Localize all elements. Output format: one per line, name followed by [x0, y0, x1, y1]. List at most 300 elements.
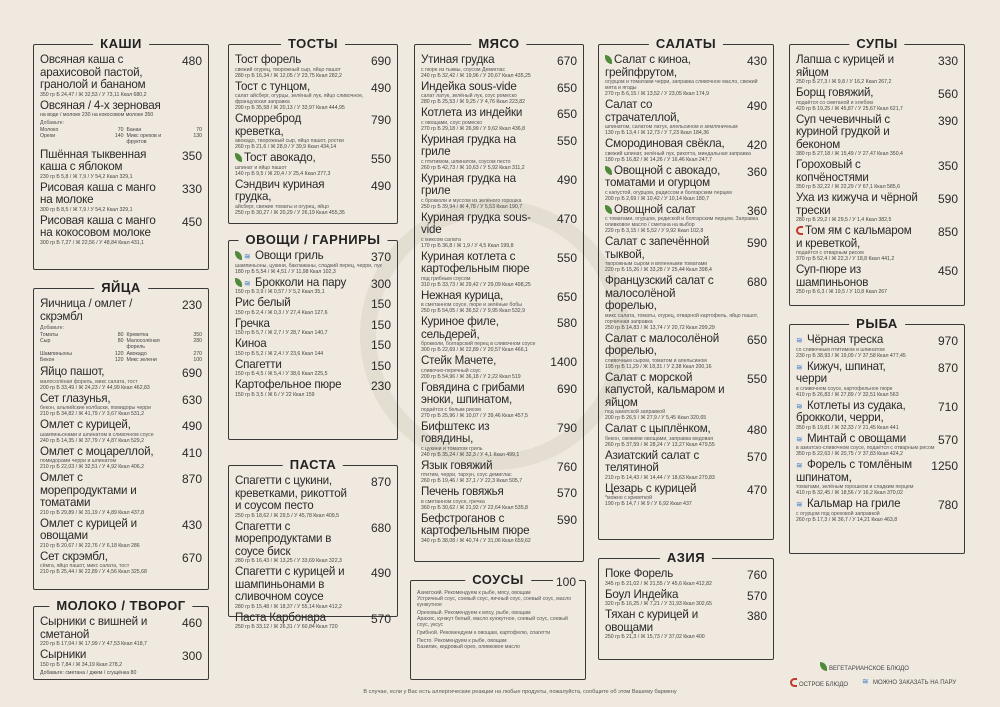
- item-nutrition: 280 гр Б 15,48 / Ж 18,37 / У 55,14 Ккал 412,2: [235, 603, 342, 610]
- item-nutrition: 130 гр Б 13,4 / Ж 12,73 / У 7,23 Ккал 184,36: [605, 130, 710, 136]
- menu-item: [421, 421, 577, 458]
- item-name: Спагетти: [235, 357, 282, 371]
- item-price: 470: [746, 482, 767, 497]
- item-price: 360: [746, 164, 767, 179]
- item-price: 690: [370, 54, 391, 68]
- menu-item: [40, 419, 202, 444]
- item-list: [235, 250, 391, 400]
- item-description: в сметанном соусе, гречка: [421, 498, 485, 505]
- item-nutrition: 350 гр Б 24,47 / Ж 32,53 / У 73,11 Ккал 680,2: [40, 91, 147, 98]
- menu-item: [796, 225, 958, 262]
- addons-title: Добавьте:: [40, 325, 64, 331]
- item-price: 490: [181, 419, 202, 434]
- item-name: ≋ Овощи гриль: [235, 250, 391, 263]
- item-price: 970: [937, 334, 958, 348]
- item-name: Картофельное пюре: [235, 378, 342, 391]
- item-name: Суп чечевичный с куриной грудкой и беконом: [796, 112, 890, 151]
- item-name: Рисовая каша с манго на молоке: [40, 180, 156, 207]
- steam-icon: ≋: [244, 252, 251, 261]
- item-nutrition: 410 гр Б 26,83 / Ж 27,89 / У 32,51 Ккал 563: [796, 391, 899, 398]
- leaf-icon: [605, 55, 612, 64]
- item-nutrition: 210 гр Б 29,89 / Ж 31,19 / У 4,89 Ккал 437,8: [40, 509, 145, 516]
- item-nutrition: 210 гр Б 22,03 / Ж 32,51 / У 4,92 Ккал 406,2: [40, 464, 145, 471]
- menu-item: [796, 400, 958, 431]
- item-nutrition: 150 гр Б 3,9 / Ж 0,57 / У 5,2 Ккал 35,1: [235, 289, 325, 295]
- item-price: 570: [556, 486, 577, 500]
- item-name: Тост форель: [235, 53, 302, 66]
- menu-item: [235, 277, 391, 296]
- sauce-name: Грибной. Рекомендуем к овощам, картофелю, спагетти: [417, 630, 551, 636]
- section-aziya: [598, 550, 774, 660]
- menu-item: [421, 54, 577, 79]
- item-nutrition: 250 гр Б 54,05 / Ж 36,52 / У 9,95 Ккал 532,9: [421, 308, 526, 314]
- menu-item: [421, 382, 577, 419]
- section-title: ОВОЩИ / ГАРНИРЫ: [239, 232, 388, 247]
- item-nutrition: 280 гр Б 16,34 / Ж 12,05 / У 23,75 Ккал 282,2: [235, 72, 342, 79]
- sauce-name: Песто. Рекомендуем к рыбе, овощам: [417, 638, 507, 644]
- item-nutrition: 250 гр Б 18,62 / Ж 29,5 / У 45,78 Ккал 409,5: [235, 512, 340, 519]
- item-name: Куриная грудка на гриле: [421, 171, 516, 197]
- menu-item: [421, 251, 577, 288]
- menu-item: [796, 159, 958, 190]
- item-name: Суп-пюре из шампиньонов: [796, 263, 869, 289]
- item-nutrition: 190 гр Б 14,7 / Ж 9 / У 6,92 Ккал 437: [605, 501, 692, 507]
- item-name: Французский салат с малосолёной форелью,: [605, 274, 714, 312]
- item-nutrition: 370 гр Б 52,4 / Ж 22,3 / У 18,8 Ккал 441,2: [796, 256, 895, 262]
- section-salaty: [598, 36, 774, 540]
- section-title: ЯЙЦА: [94, 280, 148, 295]
- item-nutrition: 300 гр Б 22,69 / Ж 22,89 / У 20,57 Ккал 466,1: [421, 347, 528, 353]
- menu-item: [605, 568, 767, 587]
- legend-steam: ≋ МОЖНО ЗАКАЗАТЬ НА ПАРУ: [862, 677, 957, 686]
- item-price: 690: [556, 381, 577, 396]
- item-name: Тост с тунцом,: [235, 79, 310, 93]
- item-nutrition: 240 гр Б 35,24 / Ж 32,3 / У 4,1 Ккал 499,1: [421, 451, 520, 458]
- item-name: Куриная грудка на гриле: [421, 132, 516, 158]
- item-name: Салат с киноа, грейпфрутом,: [605, 53, 691, 79]
- item-name: Нежная курица,: [421, 288, 504, 302]
- menu-item: [421, 134, 577, 171]
- item-description: шампиньоны, цукини, баклажаны, сладкий перец, черри, лук: [235, 262, 382, 269]
- section-title: МЯСО: [471, 36, 526, 51]
- item-name: Сет глазунья,: [40, 391, 111, 405]
- item-list: [235, 475, 391, 632]
- item-nutrition: 140 гр Б 9,5 / Ж 20,4 / У 25,4 Ккал 277,3: [235, 170, 331, 177]
- item-nutrition: 250 гр Б 6,3 / Ж 19,5 / У 10,8 Ккал 267: [796, 289, 888, 295]
- item-nutrition: 320 гр Б 16,25 / Ж 7,21 / У 31,93 Ккал 302,65: [605, 601, 712, 607]
- item-price: 360: [746, 203, 767, 218]
- item-name: Печень говяжья: [421, 485, 504, 498]
- item-nutrition: 260 гр Б 42,73 / Ж 10,63 / У 5,92 Ккал 311,2: [421, 164, 525, 171]
- item-nutrition: 380 гр Б 27,18 / Ж 15,49 / У 27,47 Ккал 350,4: [796, 151, 903, 157]
- sauce-description: Базилик, кедровый орех, оливковое масло: [417, 644, 520, 650]
- item-list: [605, 54, 767, 509]
- item-description: под азиатской заправкой: [605, 409, 666, 415]
- menu-item: [421, 81, 577, 106]
- menu-item: [605, 333, 767, 370]
- item-price: 650: [556, 107, 577, 121]
- item-price: 590: [937, 192, 958, 206]
- section-title: СОУСЫ: [465, 572, 531, 587]
- item-description: творожным сыром и вяленными томатами: [605, 261, 708, 267]
- item-name: ≋ Брокколи на пару: [235, 277, 391, 290]
- menu-item: [605, 589, 767, 608]
- item-price: 550: [746, 371, 767, 386]
- addon-cell: 80: [117, 332, 124, 338]
- item-nutrition: 180 гр Б 5,54 / Ж 4,51 / У 11,98 Ккал 102,3: [235, 268, 336, 275]
- item-price: 150: [370, 297, 391, 311]
- item-description: огурцом и томатами черри, заправка сливочное масло, свежий мята и ягоды: [605, 79, 758, 91]
- item-price: 300: [370, 276, 391, 291]
- item-nutrition: 210 гр Б 25,44 / Ж 22,89 / У 4,56 Ккал 325,68: [40, 569, 147, 576]
- item-nutrition: 420 гр Б 19,25 / Ж 45,87 / У 25,67 Ккал 621,7: [796, 105, 903, 112]
- item-price: 490: [370, 178, 391, 193]
- item-name: Спагетти с цукини, креветками, рикоттой и соусом песто: [235, 474, 347, 512]
- section-pasta: [228, 457, 398, 630]
- item-description: в сливочном соусе, картофельное пюре: [796, 385, 893, 392]
- item-nutrition: 270 гр Б 6,15 / Ж 13,52 / У 23,05 Ккал 174,9: [605, 91, 710, 97]
- item-name: Омлет с морепродуктами и томатами: [40, 471, 137, 510]
- item-name: Спагетти с морепродуктами в соусе биск: [235, 519, 332, 558]
- sauce-item: [417, 638, 579, 650]
- item-name: Тяхан с курицей и овощами: [605, 608, 698, 634]
- item-price: 410: [181, 445, 202, 460]
- section-title: СУПЫ: [849, 36, 904, 51]
- item-price: 780: [937, 498, 958, 512]
- item-nutrition: 170 гр Б 36,8 / Ж 1,9 / У 4,5 Ккал 199,8: [421, 242, 514, 249]
- menu-item: [796, 498, 958, 523]
- addon-cell: Креветка: [126, 332, 149, 338]
- item-nutrition: 250 гр Б 27,3 / Ж 9,8 / У 16,2 Ккал 267,2: [796, 79, 892, 85]
- item-nutrition: 220 гр Б 15,26 / Ж 33,28 / У 25,44 Ккал 398,4: [605, 267, 712, 273]
- item-price: 450: [181, 214, 202, 229]
- menu-item: [235, 297, 391, 316]
- item-name: Поке Форель: [605, 567, 674, 580]
- item-list: [40, 54, 202, 248]
- item-nutrition: 270 гр Б 29,18 / Ж 26,99 / У 9,62 Ккал 436,8: [421, 125, 526, 132]
- item-name: Омлет с курицей,: [40, 418, 131, 432]
- section-myaso: [414, 36, 584, 562]
- menu-item: [40, 149, 202, 180]
- item-description: шампиньонами и шпинатом в сливочном соусе: [40, 431, 154, 438]
- item-description: с капустой, огурцом, радиссом и болгарским перцем: [605, 189, 732, 196]
- item-price: 560: [937, 87, 958, 101]
- item-name: ≋ Форель с томлёным шпинатом,: [796, 458, 912, 484]
- item-price: 670: [181, 550, 202, 565]
- item-nutrition: 200 гр Б 54,96 / Ж 36,18 / У 2,22 Ккал 519: [421, 373, 521, 380]
- item-price: 380: [746, 609, 767, 623]
- item-price: 570: [746, 449, 767, 464]
- item-price: 490: [370, 80, 391, 95]
- item-price: 680: [370, 520, 391, 535]
- item-nutrition: 300 гр Б 8,5 / Ж 7,9 / У 54,2 Ккал 329,1: [40, 206, 133, 213]
- item-description: микс салата, томаты, огурец, отварной картофель, яйцо пашот, горчичная заправка: [605, 312, 759, 325]
- menu-item: [235, 113, 391, 150]
- item-description: с огурцом под ореховой заправкой: [796, 510, 880, 517]
- item-price: 150: [370, 358, 391, 373]
- item-name: ≋ Кальмар на гриле: [796, 497, 901, 510]
- addon-cell: 140: [114, 133, 124, 140]
- item-name: Язык говяжий: [421, 458, 493, 472]
- item-description: со сливочным птитимом и шпинатом: [796, 346, 885, 353]
- item-price: 710: [937, 399, 958, 414]
- item-name: Киноа: [235, 337, 267, 350]
- item-name: Овощной с авокадо, томатами и огурцом: [605, 163, 721, 189]
- allergy-note: В случае, если у Вас есть аллергические реакции на любые продукты, пожалуйста, сообщите об этом Вашему бармену: [363, 689, 677, 695]
- menu-item: [235, 152, 391, 177]
- steam-icon: ≋: [796, 500, 803, 509]
- item-description: подаётся с белым рисом: [421, 406, 481, 413]
- menu-item: [605, 483, 767, 508]
- item-nutrition: 195 гр Б 11,29 / Ж 18,31 / У 2,38 Ккал 200,16: [605, 363, 712, 370]
- leaf-icon: [235, 278, 242, 287]
- menu-item: [235, 179, 391, 216]
- item-price: 630: [181, 392, 202, 407]
- item-nutrition: 350 гр Б 22,63 / Ж 20,75 / У 37,83 Ккал 424,2: [796, 451, 903, 457]
- item-price: 450: [937, 264, 958, 278]
- menu-item: [40, 366, 202, 391]
- menu-item: [235, 338, 391, 357]
- menu-item: [605, 165, 767, 202]
- menu-item: [796, 334, 958, 359]
- addon-cell: Бекон: [40, 356, 55, 363]
- item-name: Сэндвич куриная грудка,: [235, 177, 325, 203]
- item-description: с птитимом, шпинатом, соусом песто: [421, 158, 511, 165]
- menu-item: [421, 486, 577, 511]
- item-name: Рис белый: [235, 296, 291, 309]
- menu-item: [40, 298, 202, 323]
- item-price: 490: [370, 566, 391, 580]
- menu-item: [796, 192, 958, 223]
- addon-cell: Шампиньоны: [40, 350, 72, 357]
- item-price: 480: [181, 54, 202, 68]
- sauce-price: 100: [553, 575, 579, 589]
- leaf-icon: [605, 205, 612, 214]
- item-name: Цезарь с курицей: [605, 481, 697, 495]
- menu-item: [235, 318, 391, 337]
- item-list: [417, 590, 579, 652]
- sauce-item: [417, 610, 579, 628]
- item-name: Бифштекс из говядины,: [421, 419, 490, 445]
- item-price: 470: [556, 211, 577, 226]
- item-nutrition: 150 гр Б 5,7 / Ж 2,7 / У 28,7 Ккал 140,7: [235, 330, 328, 336]
- item-nutrition: 200 гр Б 33,49 / Ж 24,23 / У 44,99 Ккал 462,83: [40, 384, 150, 391]
- item-nutrition: 260 гр Б 17,3 / Ж 36,7 / У 14,21 Ккал 463,8: [796, 516, 898, 523]
- item-price: 550: [556, 250, 577, 265]
- addon-cell: 100: [193, 356, 202, 363]
- addon-cell: Микс зелени: [126, 356, 157, 363]
- item-price: 460: [181, 616, 202, 630]
- menu-item: [421, 290, 577, 315]
- item-description: в азиатско-сливочном соусе, подаётся с отварным рисом: [796, 445, 935, 451]
- item-price: 590: [746, 236, 767, 250]
- menu-item: [605, 609, 767, 640]
- menu-item: [796, 54, 958, 85]
- item-price: 300: [181, 649, 202, 663]
- item-nutrition: 150 гр Б 4,5 / Ж 5,4 / У 38,6 Ккал 225,5: [235, 371, 328, 377]
- menu-item: [605, 99, 767, 136]
- item-description: с брокколи и муссом из зелёного горошка: [421, 197, 522, 204]
- item-nutrition: 290 гр Б 35,58 / Ж 20,13 / У 33,97 Ккал 444,95: [235, 105, 345, 111]
- item-name: Боул Индейка: [605, 587, 679, 601]
- steam-icon: ≋: [796, 434, 803, 444]
- item-nutrition: 230 гр Б 38,93 / Ж 19,09 / У 37,58 Ккал 477,45: [796, 352, 906, 359]
- section-title: КАШИ: [93, 36, 149, 51]
- item-nutrition: на воде / молоке 230 на кокосовом молоке 350: [40, 112, 154, 118]
- item-price: 330: [181, 181, 202, 196]
- addon-cell: 130: [193, 133, 202, 140]
- sauce-name: Ореховый. Рекомендуем к мясу, рыбе, овощам: [417, 610, 531, 616]
- item-description: авокадо, творожный сыр, яйцо пашот, ростки: [235, 138, 344, 144]
- sauce-description: Арахис, кунжут белый, масло кунжутное, соевый соус, соевый соус, уксус: [417, 616, 568, 628]
- menu-item: [605, 236, 767, 273]
- item-name: Салат с цыплёнком,: [605, 422, 711, 435]
- item-nutrition: 150 гр Б 5,2 / Ж 2,4 / У 23,6 Ккал 144: [235, 350, 324, 357]
- menu-item: [605, 204, 767, 235]
- menu-item: [796, 459, 958, 496]
- item-nutrition: 150 гр Б 2,4 / Ж 0,3 / У 27,4 Ккал 127,6: [235, 309, 328, 316]
- steam-icon: ≋: [796, 401, 803, 411]
- item-list: [796, 334, 958, 525]
- sauce-name: Азиатский. Рекомендуем к рыбе, мясу, овощам: [417, 590, 531, 596]
- item-description: сливочно-перечный соус: [421, 367, 481, 374]
- item-name: Тост авокадо,: [235, 152, 391, 165]
- item-name: Омлет с курицей и овощами: [40, 516, 137, 543]
- item-price: 430: [746, 54, 767, 68]
- legend-veg: ВЕГЕТАРИАНСКОЕ БЛЮДО: [820, 662, 909, 672]
- item-nutrition: 280 гр Б 16,43 / Ж 13,25 / У 33,69 Ккал 322,3: [235, 558, 342, 564]
- section-supy: [789, 36, 965, 306]
- sauce-item: [417, 630, 579, 636]
- item-name: Яйцо пашот,: [40, 365, 105, 379]
- item-description: салат айсберг, огурцы, зелёный лук, яйцо сливочное, французская заправка: [235, 93, 364, 105]
- item-price: 570: [746, 588, 767, 603]
- item-name: Овсяная каша с арахисовой пастой, гранолой и бананом: [40, 53, 146, 91]
- item-nutrition: 280 гр Б 29,2 / Ж 29,5 / У 1,4 Ккал 382,5: [796, 217, 892, 223]
- item-description: айсберг, свежие томаты и огурец, яйцо: [235, 203, 329, 210]
- leaf-icon: [820, 662, 827, 671]
- item-name: Сморреброд креветка,: [235, 112, 302, 138]
- item-description: подаётся с отварным рисом: [796, 250, 864, 256]
- item-nutrition: 250 гр Б 33,12 / Ж 26,31 / У 60,84 Ккал 720: [235, 624, 338, 630]
- item-price: 230: [370, 379, 391, 393]
- addon-cell: 70: [117, 127, 124, 133]
- menu-item: [421, 107, 577, 132]
- item-list: [796, 54, 958, 297]
- item-price: 650: [746, 332, 767, 347]
- item-name: Спагетти с курицей и шампиньонами в сливочном соусе: [235, 565, 345, 603]
- extra-note: Добавьте: сметана / джем / сгущёнка 80: [40, 669, 137, 676]
- item-name: Индейка sous-vide: [421, 79, 517, 93]
- item-description: томатами, зелёным горошком и сладким перцем: [796, 484, 914, 490]
- menu-item: [235, 521, 391, 565]
- sauce-description: Устричный соус, соевый соус, яичный соус, соевый соус, масло кунжутное: [417, 596, 572, 608]
- item-nutrition: 250 гр Б 39,94 / Ж 4,78 / У 5,53 Ккал 190,7: [421, 203, 523, 210]
- item-list: [40, 298, 202, 577]
- item-description: малосолёная форель, микс салата, тост: [40, 378, 138, 385]
- section-title: МОЛОКО / ТВОРОГ: [49, 598, 192, 613]
- item-name: Гречка: [235, 316, 270, 330]
- menu-item: [796, 361, 958, 398]
- section-title: РЫБА: [849, 316, 905, 331]
- item-price: 650: [556, 80, 577, 95]
- item-name: Куриное филе, сельдерей,: [421, 315, 499, 341]
- addon-cell: Малосолёная форель: [126, 338, 160, 351]
- menu-item: [40, 54, 202, 98]
- item-name: Пшённая тыквенная каша с яблоком: [40, 147, 147, 174]
- item-nutrition: 310 гр Б 33,73 / Ж 29,42 / У 29,09 Ккал 498,25: [421, 281, 531, 288]
- item-list: [235, 54, 391, 218]
- item-name: Уха из кижуча и чёрной трески: [796, 191, 918, 217]
- item-name: Куриная грудка sous-vide: [421, 210, 531, 236]
- menu-item: [796, 114, 958, 158]
- item-description: свежий огурец, творожный сыр, яйцо пашот: [235, 66, 341, 73]
- item-name: Овощной салат: [605, 204, 767, 217]
- item-name: Салат с запечённой тыквой,: [605, 235, 710, 261]
- steam-icon: ≋: [862, 677, 869, 686]
- menu-item: [235, 250, 391, 275]
- item-price: 420: [746, 138, 767, 152]
- menu-item: [235, 359, 391, 378]
- addons-title: Добавьте:: [40, 120, 64, 126]
- menu-item: [421, 173, 577, 210]
- item-price: 370: [370, 250, 391, 264]
- sauce-item: [417, 590, 579, 608]
- menu-item: [421, 316, 577, 353]
- item-name: Азиатский салат с телятиной: [605, 448, 700, 474]
- item-nutrition: 240 гр Б 14,35 / Ж 37,79 / У 4,87 Ккал 529,2: [40, 437, 145, 444]
- section-tosty: [228, 36, 398, 224]
- menu-item: [796, 433, 958, 458]
- section-title: АЗИЯ: [660, 550, 712, 565]
- item-nutrition: 150 гр Б 7,84 / Ж 34,19 Ккал 278,2: [40, 661, 122, 668]
- item-price: 550: [556, 133, 577, 148]
- menu-item: [40, 446, 202, 471]
- menu-item: [605, 450, 767, 481]
- item-nutrition: 300 гр Б 7,27 / Ж 22,56 / У 48,84 Ккал 431,1: [40, 239, 145, 246]
- addon-cell: 350: [193, 332, 202, 338]
- steam-icon: ≋: [796, 461, 803, 470]
- item-price: 870: [937, 360, 958, 375]
- item-name: ≋ Кижуч, шпинат, черри: [796, 359, 886, 385]
- item-name: Том ям с кальмаром и креветкой,: [796, 224, 912, 250]
- item-description: под грибным соусом: [421, 275, 471, 282]
- item-name: Стейк Мачете,: [421, 354, 497, 367]
- menu-item: [605, 138, 767, 163]
- menu-item: [40, 393, 202, 418]
- addons-grid: [40, 127, 202, 146]
- item-name: Утиная грудка: [421, 53, 495, 66]
- item-nutrition: 345 гр Б 21,02 / Ж 21,55 / У 45,6 Ккал 412,82: [605, 580, 712, 587]
- item-description: в сметанном соусе, пюре и зелёные бобы: [421, 302, 522, 308]
- item-price: 760: [746, 568, 767, 582]
- item-name: Рисовая каша с манго на кокосовом молоке: [40, 213, 156, 240]
- item-description: *можно с креветкой: [605, 495, 653, 501]
- item-price: 690: [181, 366, 202, 381]
- item-price: 570: [370, 611, 391, 626]
- item-price: 350: [181, 148, 202, 163]
- item-name: ≋ Чёрная треска: [796, 333, 884, 346]
- item-nutrition: 410 гр Б 32,45 / Ж 18,56 / У 16,2 Ккал 370,02: [796, 490, 903, 496]
- section-title: САЛАТЫ: [649, 36, 723, 51]
- steam-icon: ≋: [244, 278, 251, 288]
- section-title: ПАСТА: [283, 457, 343, 472]
- item-description: брокколи, болгарский перец в сливочном соусе: [421, 341, 536, 347]
- item-description: с овощами, соус ромеско: [421, 119, 483, 126]
- item-price: 790: [556, 420, 577, 435]
- item-nutrition: 150 гр Б 3,5 / Ж 6 / У 22 Ккал 159: [235, 391, 315, 398]
- section-ovoshi: [228, 232, 398, 440]
